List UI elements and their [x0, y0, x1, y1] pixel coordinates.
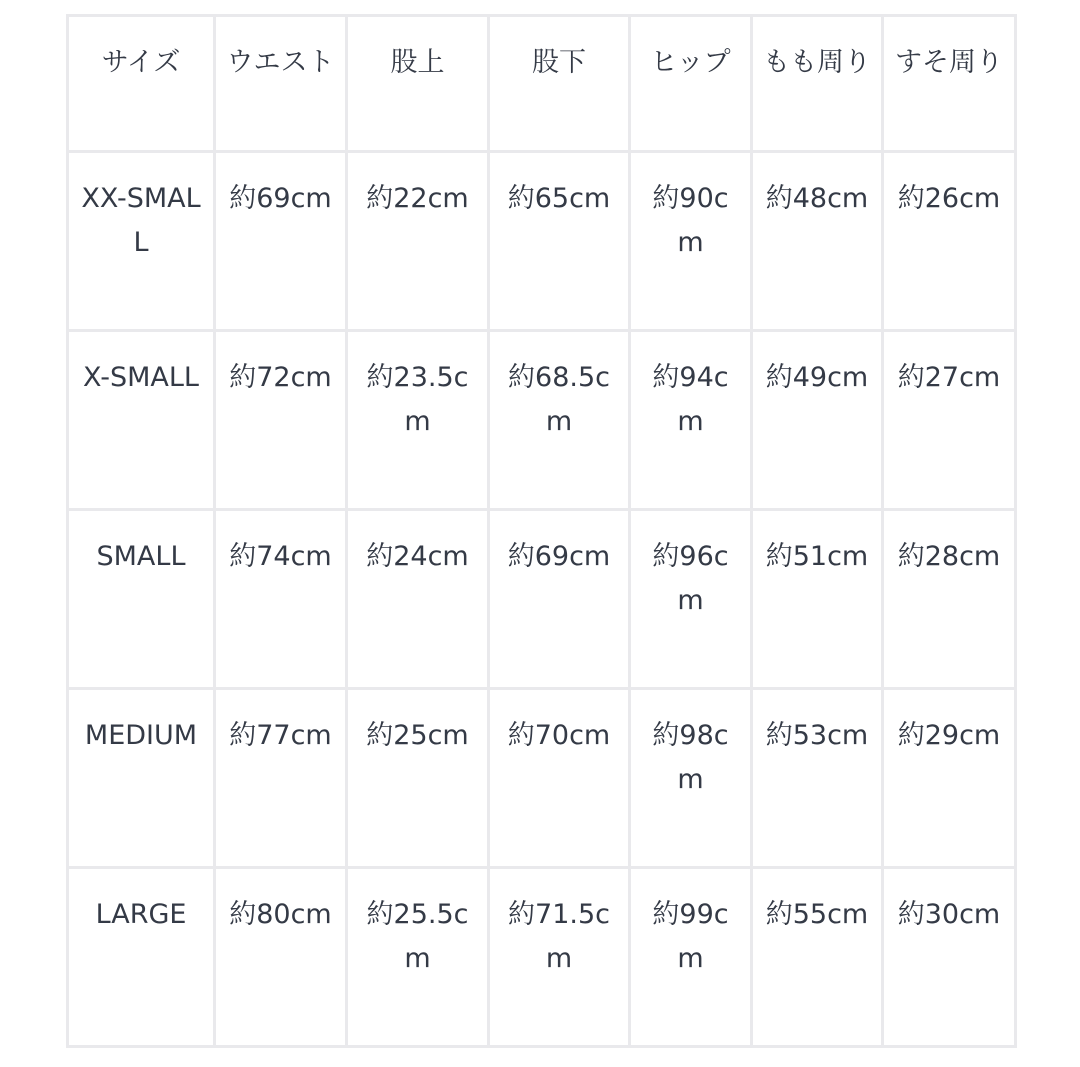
- cell-waist: 約80cm: [215, 868, 347, 1047]
- cell-size: LARGE: [68, 868, 215, 1047]
- cell-waist: 約77cm: [215, 689, 347, 868]
- cell-inseam: 約71.5cm: [489, 868, 630, 1047]
- cell-thigh: 約49cm: [752, 331, 883, 510]
- cell-hem: 約27cm: [883, 331, 1016, 510]
- cell-hip: 約98cm: [630, 689, 752, 868]
- cell-waist: 約74cm: [215, 510, 347, 689]
- header-thigh: もも周り: [752, 16, 883, 152]
- cell-hip: 約96cm: [630, 510, 752, 689]
- cell-size: XX-SMALL: [68, 152, 215, 331]
- table-row: [68, 689, 1016, 868]
- table-row: [68, 152, 1016, 331]
- cell-inseam: 約70cm: [489, 689, 630, 868]
- header-inseam: 股下: [489, 16, 630, 152]
- cell-waist: 約69cm: [215, 152, 347, 331]
- cell-hem: 約28cm: [883, 510, 1016, 689]
- cell-waist: 約72cm: [215, 331, 347, 510]
- header-hip: ヒップ: [630, 16, 752, 152]
- cell-size: MEDIUM: [68, 689, 215, 868]
- cell-rise: 約24cm: [347, 510, 489, 689]
- cell-thigh: 約51cm: [752, 510, 883, 689]
- cell-thigh: 約55cm: [752, 868, 883, 1047]
- cell-size: X-SMALL: [68, 331, 215, 510]
- cell-inseam: 約68.5cm: [489, 331, 630, 510]
- header-row: [68, 16, 1016, 152]
- size-chart-table: [66, 14, 1017, 1048]
- header-hem: すそ周り: [883, 16, 1016, 152]
- cell-size: SMALL: [68, 510, 215, 689]
- cell-thigh: 約53cm: [752, 689, 883, 868]
- header-size: サイズ: [68, 16, 215, 152]
- cell-rise: 約25cm: [347, 689, 489, 868]
- cell-hem: 約30cm: [883, 868, 1016, 1047]
- header-waist: ウエスト: [215, 16, 347, 152]
- cell-hip: 約94cm: [630, 331, 752, 510]
- table-row: [68, 510, 1016, 689]
- cell-thigh: 約48cm: [752, 152, 883, 331]
- table-row: [68, 868, 1016, 1047]
- cell-rise: 約22cm: [347, 152, 489, 331]
- cell-hem: 約26cm: [883, 152, 1016, 331]
- cell-hip: 約99cm: [630, 868, 752, 1047]
- cell-rise: 約23.5cm: [347, 331, 489, 510]
- cell-hip: 約90cm: [630, 152, 752, 331]
- cell-hem: 約29cm: [883, 689, 1016, 868]
- table-row: [68, 331, 1016, 510]
- header-rise: 股上: [347, 16, 489, 152]
- cell-inseam: 約65cm: [489, 152, 630, 331]
- cell-inseam: 約69cm: [489, 510, 630, 689]
- cell-rise: 約25.5cm: [347, 868, 489, 1047]
